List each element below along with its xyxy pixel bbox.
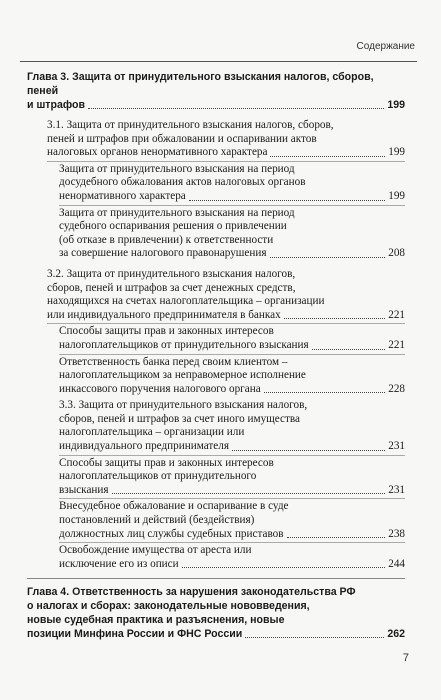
subsection-line: взыскания (59, 483, 109, 496)
chapter-4-title-line: позиции Минфина России и ФНС России (27, 628, 243, 641)
subsection-line: Защита от принудительного взыскания на период (59, 206, 295, 219)
subsection-line: Способы защиты прав и законных интересов (59, 456, 274, 469)
chapter-4-page: 262 (387, 628, 405, 641)
subsection-line: должностных лиц службы судебных приставов (59, 527, 284, 540)
toc-section-3-3[interactable] (59, 399, 405, 453)
toc-chapter-4[interactable] (27, 585, 405, 641)
subsection-line: Внесудебное обжалование и оспаривание в суде (59, 500, 289, 513)
toc-subsection-judicial-challenge[interactable] (59, 207, 405, 261)
section-3-3-line: 3.3. Защита от принудительного взыскания налогов, (59, 399, 308, 412)
dot-leader (264, 392, 386, 393)
chapter-3-title-line-1: Глава 3. Защита от принудительного взыскания налогов, сборов, пеней (27, 71, 374, 97)
chapter-3-title-line-2: и штрафов (27, 99, 85, 111)
toc-subsection-bank-liability[interactable] (59, 356, 405, 397)
toc-subsection-bailiff-appeal[interactable] (59, 500, 405, 541)
chapter-4-title-line: новые судебная практика и разъяснения, новые (27, 614, 285, 627)
section-3-1-line: 3.1. Защита от принудительного взыскания налогов, сборов, (47, 119, 334, 131)
subsection-line: налогоплательщиков от принудительного (59, 470, 257, 483)
subsection-line: судебного оспаривания решения о привлечении (59, 220, 287, 233)
dot-leader (245, 637, 384, 638)
toc-subsection-release-from-arrest[interactable] (59, 544, 405, 571)
section-3-2-line: или индивидуального предпринимателя в банках (47, 308, 281, 321)
header-rule (20, 61, 417, 62)
subsection-line: постановлений и действий (бездействия) (59, 514, 255, 527)
toc-subsection-protection-methods-1[interactable] (59, 325, 405, 352)
section-3-3-line: налогоплательщика – организации или (59, 426, 245, 439)
dot-leader (112, 493, 386, 494)
subsection-line: исключение его из описи (59, 557, 179, 570)
toc-section-3-2[interactable] (47, 268, 405, 322)
section-3-1-line: пеней и штрафов при обжаловании и оспаривании актов (47, 132, 317, 145)
dot-leader (270, 257, 386, 258)
subsection-page: 199 (388, 189, 405, 202)
subsection-page: 228 (388, 382, 405, 395)
subsection-line: за совершение налогового правонарушения (59, 247, 267, 260)
chapter-4-title-line: Глава 4. Ответственность за нарушения законодательства РФ (27, 586, 356, 599)
dot-leader (287, 537, 386, 538)
subsection-page: 238 (388, 527, 405, 540)
dot-leader (284, 318, 386, 319)
section-3-3-line: сборов, пеней и штрафов за счет иного имущества (59, 412, 300, 425)
subsection-line: Защита от принудительного взыскания на период (59, 162, 295, 175)
chapter-3-page: 199 (387, 99, 405, 111)
subsection-line: Способы защиты прав и законных интересов (59, 325, 274, 338)
subsection-line: налогоплательщиком за неправомерное исполнение (59, 369, 306, 382)
subsection-line: досудебного обжалования актов налоговых органов (59, 176, 306, 189)
dot-leader (88, 108, 384, 109)
subsection-line: (об отказе в привлечении) к ответственности (59, 233, 274, 246)
subsection-line: налогоплательщиков от принудительного взыскания (59, 338, 309, 351)
subsection-line: инкассового поручения налогового органа (59, 382, 261, 395)
page-number: 7 (402, 652, 409, 664)
subsection-page: 244 (388, 557, 405, 570)
section-3-3-page: 231 (388, 440, 405, 453)
section-3-2-line: находящихся на счетах налогоплательщика – организации (47, 295, 325, 308)
chapter-4-title-line: о налогах и сборах: законодательные нововведения, (27, 600, 310, 613)
dot-leader (312, 349, 386, 350)
subsection-page: 221 (388, 338, 405, 351)
running-title: Содержание (356, 41, 415, 52)
toc-chapter-3[interactable] (27, 70, 405, 112)
section-3-2-page: 221 (388, 308, 405, 321)
subsection-page: 208 (388, 247, 405, 260)
section-3-1-page: 199 (388, 146, 405, 159)
subsection-line: ненормативного характера (59, 189, 186, 202)
table-of-contents (27, 70, 405, 641)
dot-leader (189, 200, 385, 201)
section-3-2-line: 3.2. Защита от принудительного взыскания налогов, (47, 267, 296, 280)
dot-leader (182, 567, 386, 568)
subsection-line: Освобождение имущества от ареста или (59, 544, 252, 557)
dot-leader (232, 450, 385, 451)
subsection-page: 231 (388, 483, 405, 496)
toc-subsection-pretrial-appeal[interactable] (59, 163, 405, 204)
subsection-line: Ответственность банка перед своим клиентом – (59, 355, 288, 368)
toc-subsection-protection-methods-2[interactable] (59, 457, 405, 498)
section-3-3-line: индивидуального предпринимателя (59, 440, 229, 453)
dot-leader (270, 156, 385, 157)
section-3-1-line: налоговых органов ненормативного характера (47, 146, 268, 159)
section-3-2-line: сборов, пеней и штрафов за счет денежных средств, (47, 281, 296, 294)
toc-section-3-1[interactable] (47, 119, 405, 160)
